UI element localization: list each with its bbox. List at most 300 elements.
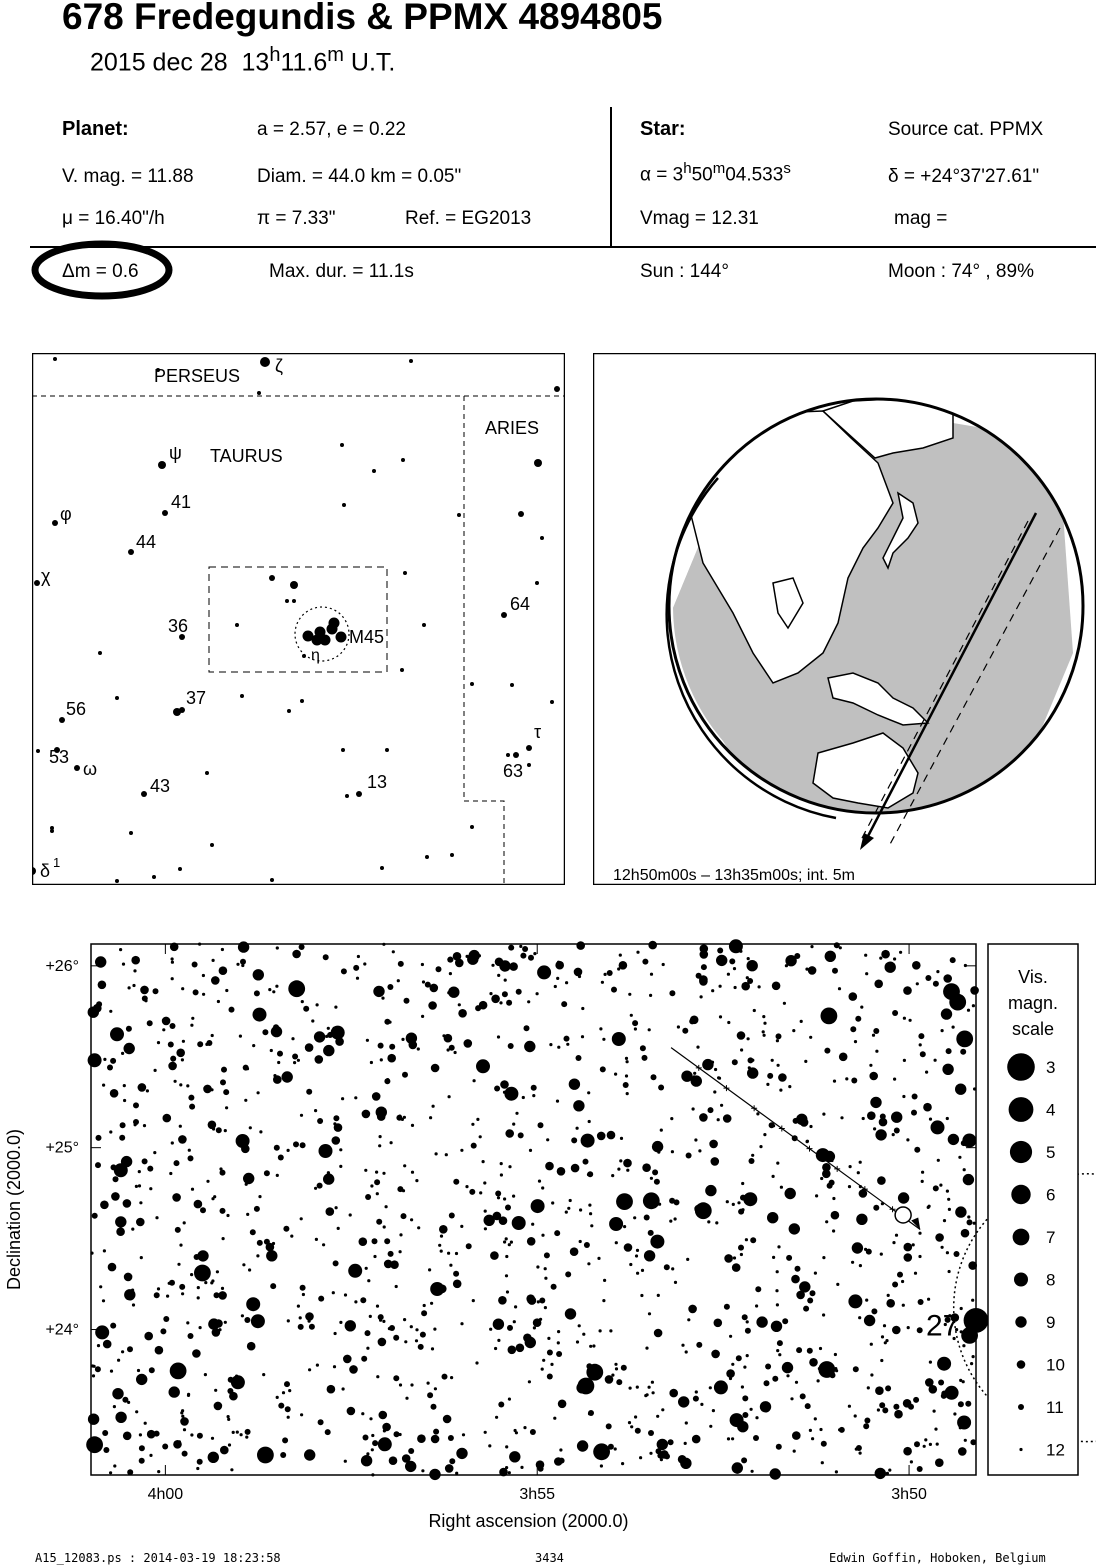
field-star [103,1340,112,1349]
field-star [326,1207,335,1216]
field-star [453,1280,462,1289]
field-star [425,982,431,988]
field-star [657,1151,660,1154]
field-star [199,1326,202,1329]
field-star [124,1043,135,1054]
field-star [950,957,956,963]
field-star [795,1266,801,1272]
field-star [565,1211,568,1214]
field-star [430,984,439,993]
field-star [822,1113,825,1116]
field-star [556,1100,559,1103]
field-star [418,1344,424,1350]
field-star [709,1425,712,1428]
field-star [635,1428,641,1434]
field-star [708,1107,714,1113]
field-star [557,1046,560,1049]
field-star [881,1335,884,1338]
field-star [688,1305,697,1314]
field-star [551,1201,554,1204]
field-star [696,1046,699,1049]
field-star [609,1329,612,1332]
field-star [408,1448,414,1454]
field-star [956,1031,973,1048]
field-star [252,1044,255,1047]
field-star [503,1197,506,1200]
field-star [512,1195,515,1198]
field-star [139,1433,142,1436]
field-star [825,951,836,962]
field-star [529,1149,532,1152]
field-star [322,1243,325,1246]
field-star [435,1152,438,1155]
field-star [317,1118,323,1124]
field-star [901,1280,904,1283]
field-star [821,1008,838,1025]
field-star [392,950,395,953]
field-star [489,992,492,995]
field-star [809,1429,812,1432]
field-star [836,1283,839,1286]
field-star [169,1386,180,1397]
field-star [649,994,652,997]
field-star [221,1067,227,1073]
field-star [293,1141,299,1147]
finder-star [115,696,119,700]
field-star [116,1227,125,1236]
field-star [818,1361,835,1378]
field-star [558,1400,567,1409]
field-star [404,998,410,1004]
field-star [278,1403,284,1409]
field-star [968,1261,977,1270]
field-star [701,964,707,970]
field-star [923,1445,926,1448]
finder-star [158,461,166,469]
field-star [433,1429,439,1435]
field-star [374,1179,380,1185]
field-star [447,1252,450,1255]
field-star [494,1086,500,1092]
field-star [587,1171,593,1177]
field-star [497,1035,500,1038]
field-star [143,1124,146,1127]
field-star [531,1085,537,1091]
field-star [856,1214,867,1225]
field-star [689,1018,695,1024]
field-star [266,1250,277,1261]
field-star [603,1279,606,1282]
legend-magnitude-label: 7 [1046,1228,1056,1247]
field-star [532,1094,535,1097]
field-star [909,1019,912,1022]
hours-unit: h [269,44,281,66]
field-star [102,1299,105,1302]
field-star [763,1022,766,1025]
field-star [402,1072,408,1078]
finder-star [59,717,65,723]
field-star [872,1034,875,1037]
field-star [283,1226,289,1232]
field-star [582,1333,585,1336]
field-star [369,1315,372,1318]
field-star [508,1471,511,1474]
field-star [921,1180,924,1183]
field-star [208,1452,219,1463]
field-star [288,980,305,997]
field-star [803,1306,809,1312]
field-star [796,1347,802,1353]
field-star [344,1460,347,1463]
field-star [240,959,246,965]
field-star [221,1287,224,1290]
field-star [648,1230,654,1236]
field-star [428,1268,431,1271]
field-star [621,1462,624,1465]
field-star [447,1048,450,1051]
field-star [398,961,404,967]
field-star [144,1422,147,1425]
field-star [858,1316,861,1319]
field-star [730,1413,744,1427]
field-star [948,1208,951,1211]
field-star [755,1286,761,1292]
field-star [756,1316,767,1327]
field-star [399,1250,402,1253]
field-star [194,1265,211,1282]
field-star [564,1036,570,1042]
field-star [398,1115,401,1118]
field-star [912,961,921,970]
field-star [714,1319,723,1328]
field-star [880,1253,883,1256]
field-star [354,1300,357,1303]
field-star [661,1408,664,1411]
field-star [832,1197,835,1200]
star-41-label: 41 [171,492,192,512]
field-star [684,1442,687,1445]
field-star [382,1423,391,1432]
field-star [538,1122,544,1128]
field-star [444,1034,453,1043]
field-star [875,1468,886,1479]
field-star [306,1089,312,1095]
field-star [809,1036,812,1039]
field-star [197,1041,203,1047]
field-star [581,1134,595,1148]
field-star [805,968,808,971]
field-star [785,1188,796,1199]
field-star [163,1316,169,1322]
field-star [785,955,796,966]
field-star [300,1142,306,1148]
field-star [366,1452,369,1455]
field-star [431,1064,440,1073]
field-star [333,1365,336,1368]
field-star [729,1377,732,1380]
field-star [793,1450,796,1453]
field-star [514,1305,517,1308]
field-star [530,1429,536,1435]
field-star [290,1235,293,1238]
field-star [349,1213,352,1216]
field-star [194,1254,200,1260]
field-star [220,1446,229,1455]
field-star [197,1433,203,1439]
field-star [136,1218,145,1227]
field-star [914,1441,920,1447]
field-star [449,1458,455,1464]
pleiades-star [312,635,323,646]
field-star [341,1097,344,1100]
field-star [643,1192,660,1209]
field-star [219,966,228,975]
field-star [778,1073,787,1082]
field-star [442,1374,448,1380]
field-star [729,958,735,964]
field-star [814,1417,817,1420]
field-star [780,1186,783,1189]
field-star [119,1135,125,1141]
field-star [959,1091,962,1094]
field-star [691,1075,702,1086]
field-star [460,1225,463,1228]
field-star [835,1470,838,1473]
field-star [509,962,518,971]
field-star [268,988,271,991]
field-star [555,961,564,970]
field-star [422,980,425,983]
field-star [652,1169,658,1175]
tau-label: τ [534,722,542,742]
finder-star [240,694,244,698]
field-star [895,1234,898,1237]
field-star [523,1426,526,1429]
finder-star [457,513,461,517]
field-star [731,1363,734,1366]
field-star [698,1149,701,1152]
field-star [640,1045,646,1051]
event-datetime [90,44,395,77]
field-star [654,1329,663,1338]
legend-star [1019,1448,1022,1451]
finder-star [115,879,119,883]
field-star [440,1235,443,1238]
field-star [559,1448,562,1451]
field-star [88,1414,99,1425]
field-star [686,1153,692,1159]
field-star [541,1368,544,1371]
field-star [190,1433,193,1436]
field-star [923,1103,932,1112]
field-star [695,1390,698,1393]
field-star [693,1396,699,1402]
field-star [959,1379,962,1382]
field-star [434,1387,437,1390]
planet-diameter: Diam. = 44.0 km = 0.05" [257,166,462,187]
field-star [431,1435,440,1444]
field-star [108,1263,117,1272]
field-star [547,1350,553,1356]
field-star [539,1298,545,1304]
field-star [429,1116,432,1119]
field-star [284,1381,290,1387]
field-star [650,1177,653,1180]
star-heading: Star: [640,118,686,140]
field-star [601,981,604,984]
field-star [625,1057,628,1060]
field-star [171,957,174,960]
field-star [188,1333,194,1339]
field-star [273,1024,279,1030]
finder-star [257,391,261,395]
field-star [508,1243,511,1246]
field-star [287,1149,290,1152]
field-star [599,1027,602,1030]
field-star [262,1373,265,1376]
field-star [415,1179,418,1182]
field-star [554,1457,563,1466]
field-star [873,1028,879,1034]
field-star [254,1206,260,1212]
field-star [939,1184,942,1187]
field-star [531,1223,534,1226]
field-star [314,1031,325,1042]
field-star [214,1389,217,1392]
field-star [182,1451,188,1457]
field-star [153,988,159,994]
field-star [372,1092,381,1101]
field-star [616,1193,633,1210]
field-star [822,1163,831,1172]
field-star [227,1415,230,1418]
field-star [871,1308,877,1314]
field-star [942,1064,953,1075]
field-star [138,1083,147,1092]
field-star [778,1353,781,1356]
field-star [700,950,709,959]
field-star [783,1002,786,1005]
field-star [642,1163,651,1172]
field-star [439,1225,448,1234]
field-star [276,946,279,949]
field-star [163,1114,172,1123]
field-star [642,959,648,965]
field-star [498,1402,504,1408]
field-star [300,1285,306,1291]
field-star [430,1282,444,1296]
field-star [743,1192,757,1206]
field-star [522,1096,525,1099]
field-star [906,1138,909,1141]
field-star [139,1201,142,1204]
field-star [493,1319,504,1330]
field-star [577,1440,588,1451]
m45-label: M45 [349,627,385,647]
field-star [893,1113,896,1116]
field-star [509,1451,520,1462]
field-star [88,1053,102,1067]
field-star [107,1065,113,1071]
field-star [851,1078,857,1084]
field-star [849,1165,852,1168]
field-star [772,1256,775,1259]
legend-magnitude-label: 11 [1046,1398,1064,1417]
delta-label: δ [40,861,51,881]
field-star [149,1187,152,1190]
field-star [612,1032,626,1046]
field-star [127,1469,133,1475]
field-star [593,1443,610,1460]
field-star [292,1054,298,1060]
field-star [859,1452,862,1455]
field-star [732,1203,735,1206]
field-star [767,1212,778,1223]
field-star [611,1174,614,1177]
field-star [775,1289,778,1292]
field-star [401,1213,407,1219]
field-star [245,1436,248,1439]
field-star [936,1443,939,1446]
field-star [454,1051,457,1054]
field-star [349,1365,358,1374]
field-star [948,1134,959,1145]
field-star [221,948,224,951]
field-star [383,1225,386,1228]
field-star [494,1347,497,1350]
finder-star [501,612,507,618]
field-star [865,1299,868,1302]
field-star [904,1253,913,1262]
field-star [370,1184,373,1187]
field-star [197,1459,203,1465]
field-star [602,1038,605,1041]
field-star [650,1235,664,1249]
field-star [410,1325,413,1328]
field-star [630,1014,633,1017]
field-star [103,1249,106,1252]
field-star [664,1264,670,1270]
earth-globe-panel [593,353,1096,885]
field-star [651,1074,657,1080]
field-star [384,1260,393,1269]
field-star [937,1159,940,1162]
field-star [747,1037,750,1040]
page-title: 678 Fredegundis & PPMX 4894805 [62,0,663,37]
field-star [387,1054,396,1063]
field-star [588,1120,591,1123]
field-star [616,1379,622,1385]
field-star [967,1219,973,1225]
field-star [282,1391,285,1394]
field-star [669,1389,678,1398]
finder-star [385,748,389,752]
field-star [299,1316,302,1319]
finder-star [450,853,454,857]
field-star [946,1117,949,1120]
finder-star [32,867,36,875]
field-star [98,981,107,990]
field-star [567,1207,570,1210]
field-star [423,1304,426,1307]
field-star [502,991,508,997]
field-star [628,1421,631,1424]
field-star [515,1431,518,1434]
field-star [641,1269,644,1272]
field-star [573,1100,584,1111]
finder-star [152,875,156,879]
field-star [443,1415,452,1424]
